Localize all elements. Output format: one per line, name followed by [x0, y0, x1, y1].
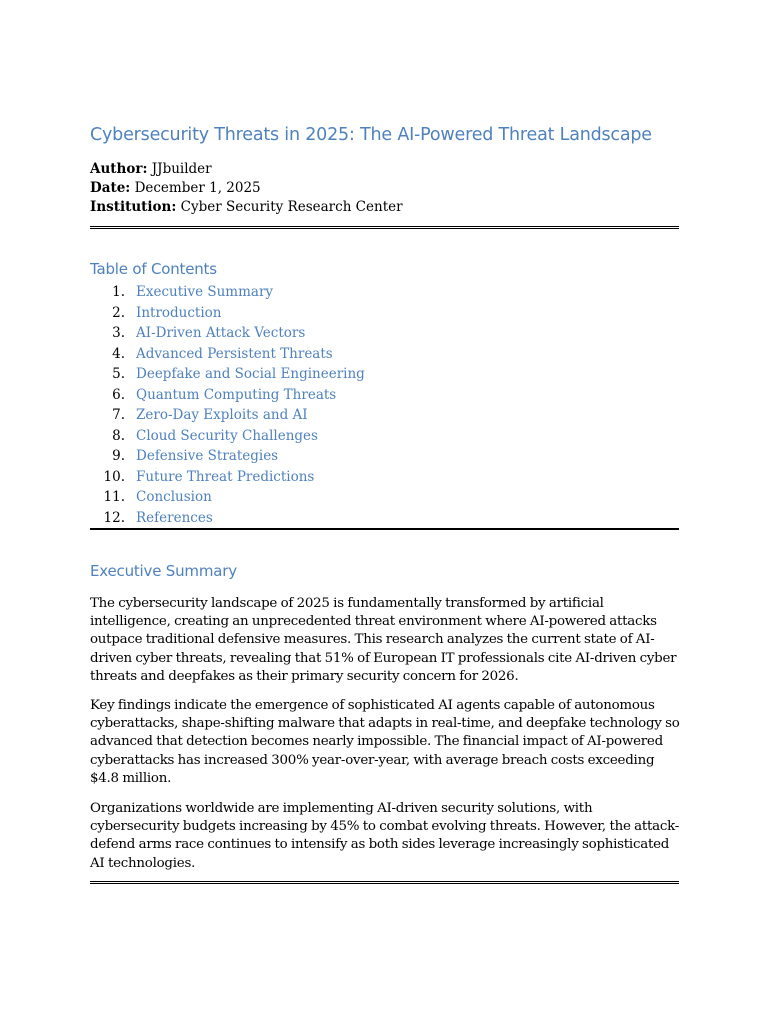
toc-link-introduction[interactable]: Introduction — [136, 304, 222, 321]
toc-item-number: 2. — [112, 304, 125, 321]
table-of-contents — [90, 284, 365, 530]
toc-link-references[interactable]: References — [136, 509, 213, 526]
toc-item-number: 1. — [112, 284, 125, 300]
toc-item-number: 6. — [112, 386, 125, 403]
toc-link-deepfake-social-engineering[interactable]: Deepfake and Social Engineering — [136, 366, 365, 382]
executive-summary-paragraph-2: Key findings indicate the emergence of sophisticated AI agents capable of autonomous cyberattacks, shape-shifting malware that adapts in real-time, and deepfake technology so advanced that detection becomes nearly impossible. The financial impact of AI-powered cyberattacks has increased 300% year-over-year, with average breach costs exceeding $4.8 million. — [90, 698, 680, 786]
toc-link-future-threat-predictions[interactable]: Future Threat Predictions — [136, 468, 315, 485]
toc-item — [90, 427, 318, 449]
toc-link-conclusion[interactable]: Conclusion — [136, 489, 212, 505]
toc-link-quantum-computing-threats[interactable]: Quantum Computing Threats — [136, 386, 337, 403]
toc-item — [90, 345, 333, 367]
meta-author-value: JJbuilder — [151, 161, 212, 177]
toc-item-number: 12. — [103, 509, 125, 526]
meta-date — [90, 179, 261, 198]
toc-heading: Table of Contents — [90, 260, 217, 278]
toc-item-number: 5. — [112, 366, 125, 382]
toc-divider — [90, 528, 679, 530]
meta-institution — [90, 198, 403, 217]
toc-link-executive-summary[interactable]: Executive Summary — [136, 284, 274, 300]
toc-link-advanced-persistent-threats[interactable]: Advanced Persistent Threats — [136, 345, 333, 362]
meta-institution-label: Institution: — [90, 199, 177, 215]
section-end-divider — [90, 881, 679, 884]
toc-item — [90, 386, 337, 408]
toc-item — [90, 304, 222, 326]
toc-link-ai-driven-attack-vectors[interactable]: AI-Driven Attack Vectors — [136, 325, 306, 341]
meta-date-value: December 1, 2025 — [134, 180, 261, 196]
toc-item — [90, 509, 213, 531]
toc-item-number: 3. — [112, 325, 125, 341]
executive-summary-paragraph-1: The cybersecurity landscape of 2025 is fundamentally transformed by artificial intelligence, creating an unprecedented threat environment where AI-powered attacks outpace traditional defensive measures. This research analyzes the current state of AI-driven cyber threats, revealing that 51% of European IT professionals cite AI-driven cyber threats and deepfakes as their primary security concern for 2026. — [90, 596, 677, 684]
toc-item — [90, 489, 212, 510]
header-divider — [90, 226, 679, 229]
toc-item-number: 7. — [112, 407, 125, 423]
toc-link-zero-day-exploits[interactable]: Zero-Day Exploits and AI — [136, 407, 308, 423]
document-title: Cybersecurity Threats in 2025: The AI-Powered Threat Landscape — [90, 125, 652, 145]
meta-author — [90, 160, 212, 179]
toc-item — [90, 325, 306, 346]
toc-item — [90, 284, 274, 305]
toc-link-defensive-strategies[interactable]: Defensive Strategies — [136, 448, 279, 464]
executive-summary-heading: Executive Summary — [90, 562, 237, 580]
meta-date-label: Date: — [90, 180, 131, 196]
toc-item-number: 11. — [103, 489, 125, 505]
toc-item — [90, 407, 308, 428]
toc-item — [90, 468, 315, 490]
executive-summary-paragraph-3: Organizations worldwide are implementing AI-driven security solutions, with cybersecurity budgets increasing by 45% to combat evolving threats. However, the attack-defend arms race continues to intensify as both sides leverage increasingly sophisticated AI technologies. — [90, 801, 680, 871]
toc-item-number: 9. — [112, 448, 125, 464]
toc-item-number: 8. — [112, 427, 125, 444]
meta-author-label: Author: — [90, 161, 148, 177]
toc-item — [90, 448, 279, 469]
meta-institution-value: Cyber Security Research Center — [180, 199, 403, 215]
toc-link-cloud-security-challenges[interactable]: Cloud Security Challenges — [136, 427, 318, 444]
toc-item-number: 10. — [103, 468, 125, 485]
toc-item — [90, 366, 365, 387]
toc-item-number: 4. — [112, 345, 125, 362]
